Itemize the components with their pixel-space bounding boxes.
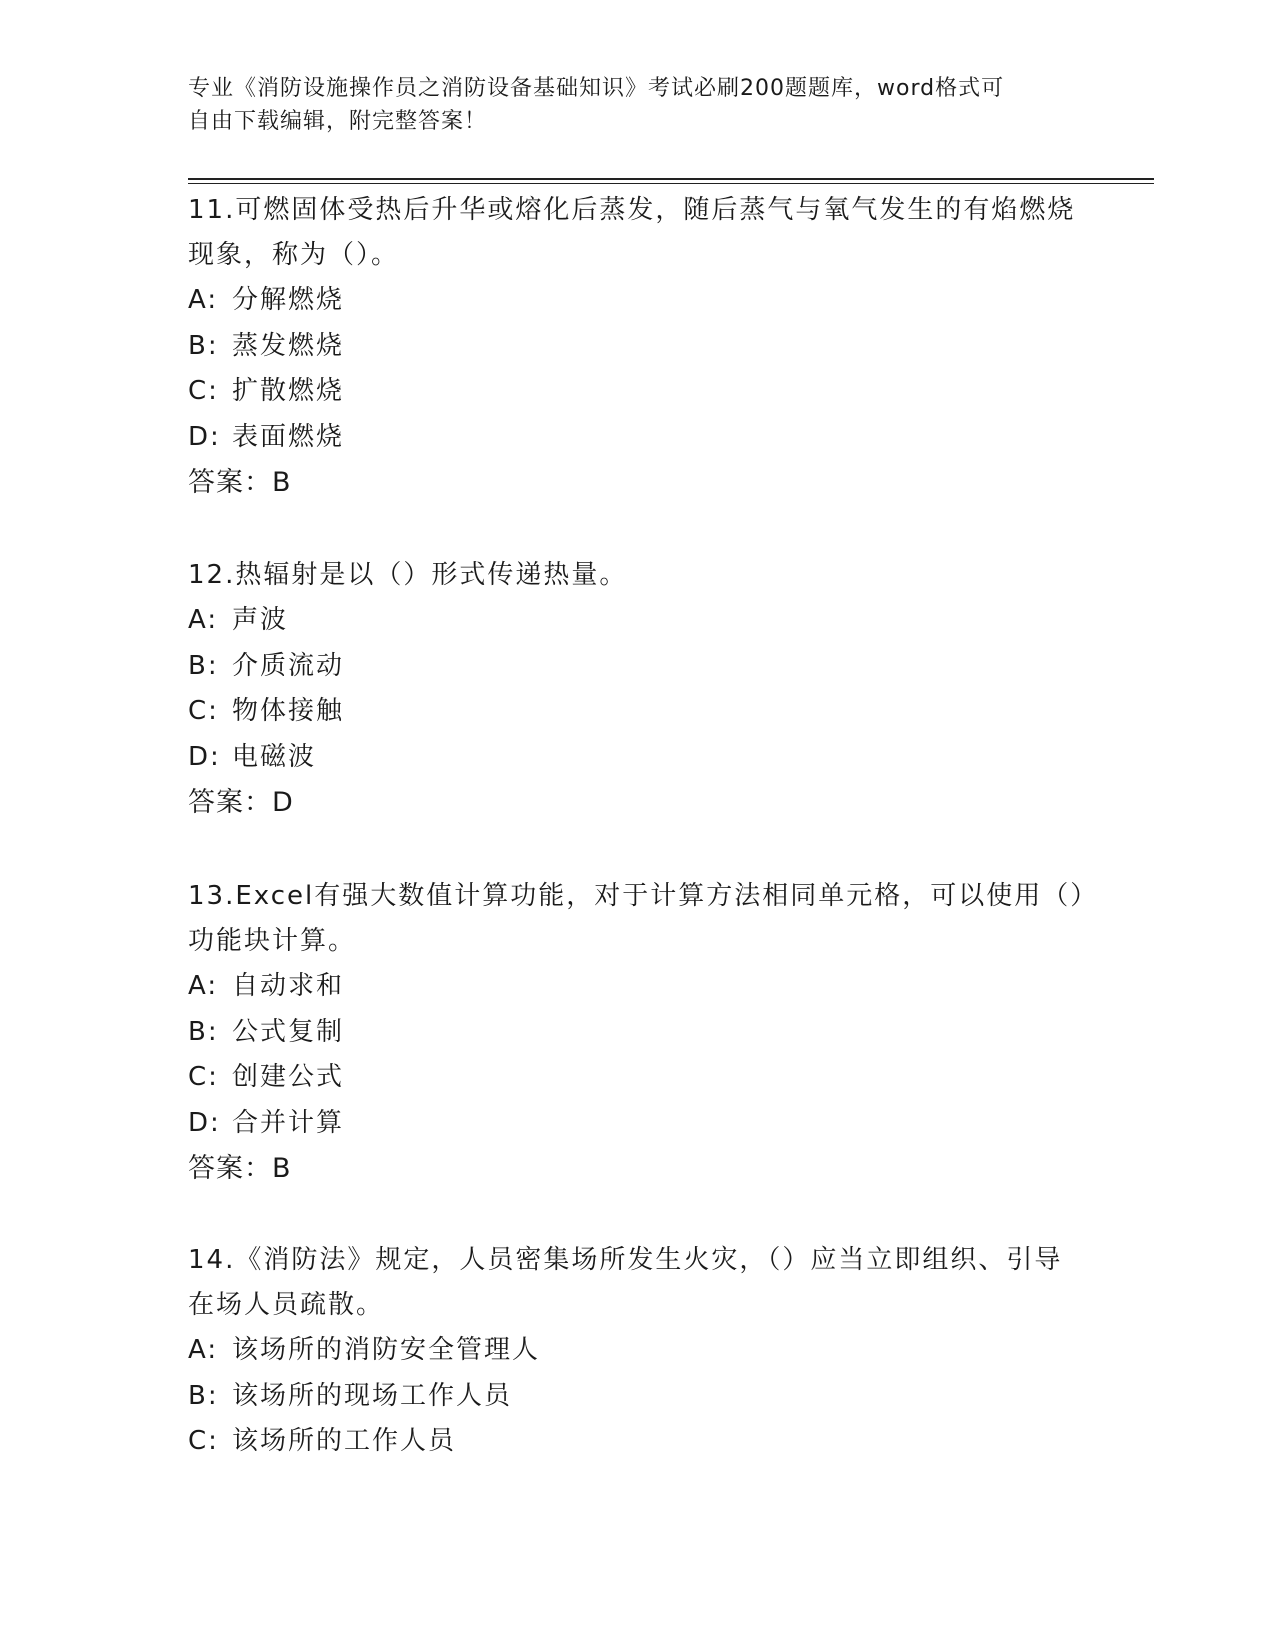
question-13	[188, 874, 1088, 1192]
option-text: 扩散燃烧	[232, 376, 345, 406]
option-text: 该场所的消防安全管理人	[232, 1335, 541, 1365]
option-b	[188, 1374, 1088, 1420]
header-divider-thin	[188, 183, 1154, 184]
option-text: 介质流动	[232, 650, 345, 681]
option-letter: A:	[188, 285, 219, 315]
option-text: 电磁波	[232, 741, 317, 772]
option-c	[188, 369, 1088, 415]
option-d	[188, 415, 1088, 461]
option-letter: B:	[188, 650, 219, 681]
option-letter: A:	[188, 1335, 219, 1365]
option-letter: D:	[188, 1107, 221, 1138]
option-a	[188, 964, 1088, 1010]
option-c	[188, 1055, 1088, 1101]
option-a	[188, 1328, 1088, 1374]
option-text: 该场所的现场工作人员	[232, 1380, 513, 1411]
option-text: 该场所的工作人员	[232, 1426, 457, 1456]
option-letter: D:	[188, 741, 221, 772]
option-b	[188, 324, 1088, 370]
option-text: 声波	[232, 605, 289, 635]
option-letter: B:	[188, 1016, 219, 1047]
question-12	[188, 553, 1088, 826]
question-stem: 13.Excel有强大数值计算功能，对于计算方法相同单元格，可以使用（）功能块计算。	[188, 881, 1086, 956]
question-11	[188, 188, 1088, 506]
option-letter: B:	[188, 330, 219, 361]
option-d	[188, 735, 1088, 781]
option-letter: C:	[188, 1426, 219, 1456]
question-stem: 14.《消防法》规定，人员密集场所发生火灾，（）应当立即组织、引导在场人员疏散。	[188, 1245, 1063, 1320]
option-text: 物体接触	[232, 696, 345, 726]
option-b	[188, 644, 1088, 690]
header-line-1: 专业《消防设施操作员之消防设备基础知识》考试必刷200题题库，word格式可	[188, 76, 1005, 101]
option-letter: C:	[188, 696, 219, 726]
answer-line: 答案：B	[188, 467, 292, 498]
option-letter: C:	[188, 1062, 219, 1092]
option-text: 自动求和	[232, 971, 345, 1001]
question-stem: 11.可燃固体受热后升华或熔化后蒸发，随后蒸气与氧气发生的有焰燃烧现象，称为（）。	[188, 195, 1076, 270]
option-letter: B:	[188, 1380, 219, 1411]
question-stem: 12.热辐射是以（）形式传递热量。	[188, 560, 628, 590]
option-letter: A:	[188, 605, 219, 635]
option-c	[188, 1419, 1088, 1465]
question-14	[188, 1238, 1088, 1465]
option-a	[188, 278, 1088, 324]
header-line-2: 自由下载编辑，附完整答案！	[188, 109, 488, 134]
option-b	[188, 1010, 1088, 1056]
option-letter: A:	[188, 971, 219, 1001]
option-text: 蒸发燃烧	[232, 330, 345, 361]
option-text: 分解燃烧	[232, 285, 345, 315]
answer-line: 答案：B	[188, 1153, 292, 1184]
option-text: 公式复制	[232, 1016, 345, 1047]
document-header	[188, 72, 1088, 138]
option-text: 合并计算	[232, 1107, 345, 1138]
option-a	[188, 598, 1088, 644]
option-d	[188, 1101, 1088, 1147]
option-text: 创建公式	[232, 1062, 345, 1092]
header-divider-thick	[188, 178, 1154, 180]
option-text: 表面燃烧	[232, 421, 345, 452]
option-c	[188, 689, 1088, 735]
option-letter: D:	[188, 421, 221, 452]
answer-line: 答案：D	[188, 787, 294, 818]
option-letter: C:	[188, 376, 219, 406]
